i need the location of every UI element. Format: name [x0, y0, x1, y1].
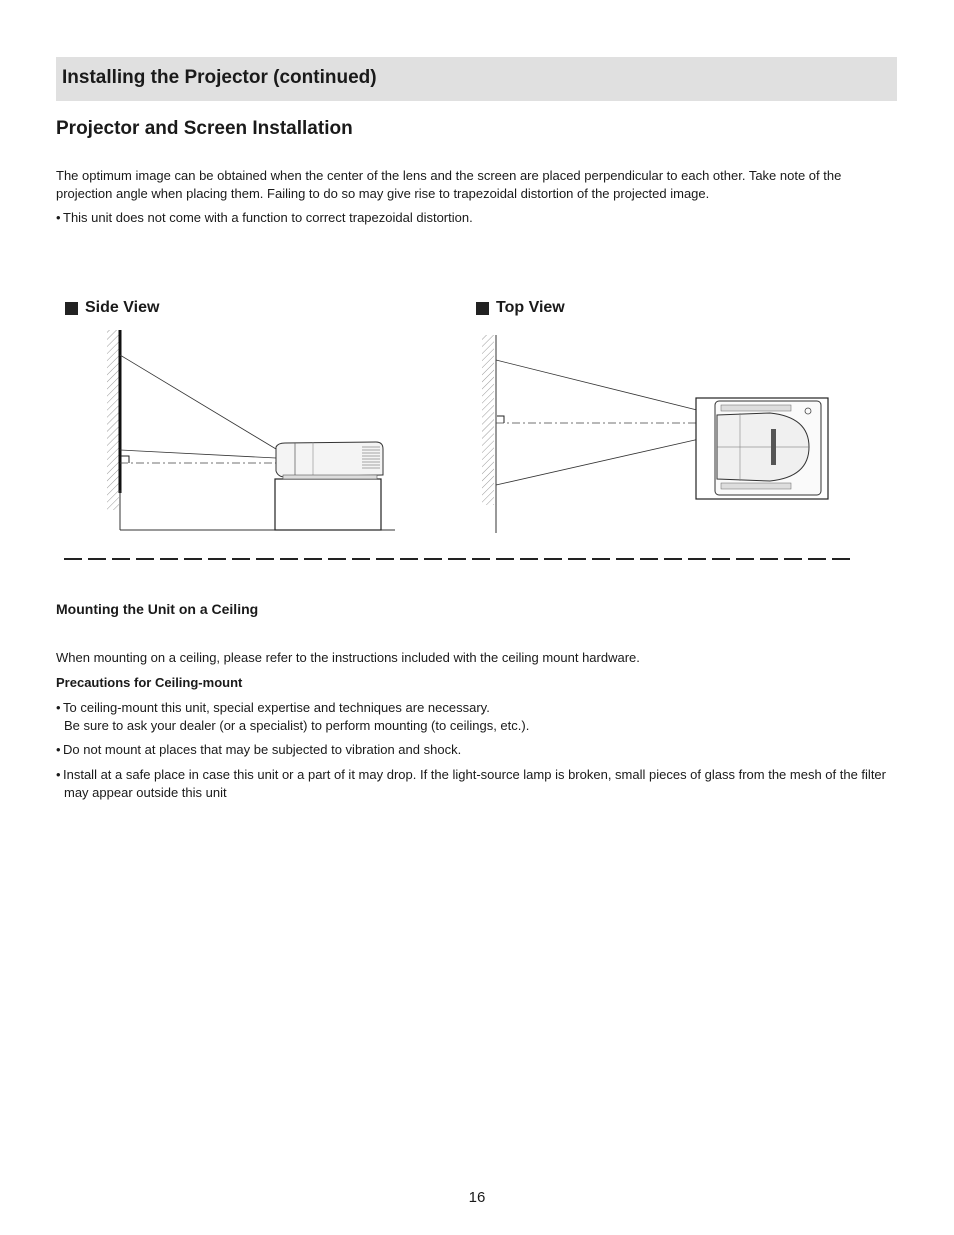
precaution-item-3	[56, 766, 909, 802]
right-angle-mark	[121, 456, 129, 463]
square-bullet-icon	[65, 302, 78, 315]
right-angle-mark	[497, 416, 504, 423]
side-view-label-text: Side View	[85, 299, 160, 316]
square-bullet-icon	[476, 302, 489, 315]
side-view-label	[65, 299, 159, 317]
bullet-marker: •	[56, 700, 61, 715]
projector-top-icon	[715, 401, 821, 495]
wall-hatching	[107, 330, 119, 510]
intro-paragraph: The optimum image can be obtained when the center of the lens and the screen are placed perpendicular to each other. Take note of the projection angle when placing them. Failing to do so may give rise to trapezoidal distortion of the projected image.	[56, 168, 842, 201]
projector-side-icon	[276, 442, 383, 479]
precautions-title: Precautions for Ceiling-mount	[56, 675, 243, 690]
note-text: This unit does not come with a function to correct trapezoidal distortion.	[63, 210, 473, 225]
bullet-marker: •	[56, 742, 61, 757]
ceiling-section-title: Mounting the Unit on a Ceiling	[56, 601, 259, 617]
projection-ray-bottom	[120, 450, 276, 458]
page-title: Projector and Screen Installation	[56, 118, 353, 139]
top-view-label-text: Top View	[496, 299, 565, 316]
precaution-1-line-2: Be sure to ask your dealer (or a specialist) to perform mounting (to ceilings, etc.).	[64, 718, 530, 733]
note-bullet	[56, 209, 909, 227]
page-number: 16	[468, 1189, 486, 1206]
section-header-bar	[56, 57, 897, 101]
ceiling-intro: When mounting on a ceiling, please refer to the instructions included with the ceiling mount hardware.	[56, 650, 640, 665]
projection-ray-top	[120, 355, 276, 449]
precaution-1-line-1: To ceiling-mount this unit, special expertise and techniques are necessary.	[63, 700, 490, 715]
bullet-marker: •	[56, 210, 61, 225]
projection-ray-bottom	[496, 435, 717, 485]
top-view-label	[476, 299, 565, 317]
projector-stand	[275, 479, 381, 530]
precaution-item-2	[56, 741, 909, 759]
dashed-separator	[64, 553, 854, 565]
wall-hatching	[482, 335, 494, 505]
projection-ray-top	[496, 360, 717, 415]
section-header-title: Installing the Projector (continued)	[62, 67, 377, 88]
top-view-diagram	[475, 325, 835, 535]
bullet-marker: •	[56, 767, 61, 782]
precaution-3-text: Install at a safe place in case this unit or a part of it may drop. If the light-source lamp is broken, small pieces of glass from the mesh of the filter may appear outside this unit	[63, 767, 886, 800]
precaution-item-1	[56, 699, 909, 735]
precaution-2-text: Do not mount at places that may be subjected to vibration and shock.	[63, 742, 462, 757]
side-view-diagram	[100, 325, 400, 535]
